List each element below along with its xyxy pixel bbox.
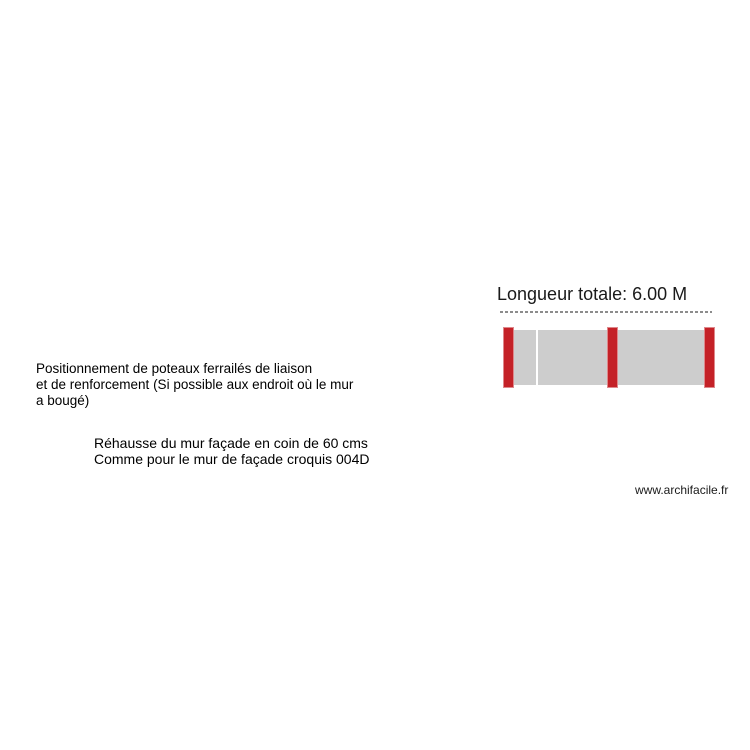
dimension-dotted-line <box>500 311 712 313</box>
annotation-line: Réhausse du mur façade en coin de 60 cms <box>94 435 368 451</box>
archifacile-watermark: www.archifacile.fr <box>635 483 729 497</box>
rebar-post-middle <box>607 327 618 388</box>
annotation-rehausse-note <box>94 435 369 467</box>
rebar-post-left <box>503 327 514 388</box>
wall-joint-line <box>536 330 538 385</box>
total-length-label: Longueur totale: 6.00 M <box>497 284 688 304</box>
annotation-line: Comme pour le mur de façade croquis 004D <box>94 451 370 467</box>
annotation-line: Positionnement de poteaux ferrailés de liaison <box>36 361 313 376</box>
wall-diagram <box>503 327 715 388</box>
annotation-line: a bougé) <box>36 393 90 408</box>
annotation-line: et de renforcement (Si possible aux endroit où le mur <box>36 377 354 392</box>
annotation-posts-note <box>36 361 353 409</box>
rebar-post-right <box>704 327 715 388</box>
